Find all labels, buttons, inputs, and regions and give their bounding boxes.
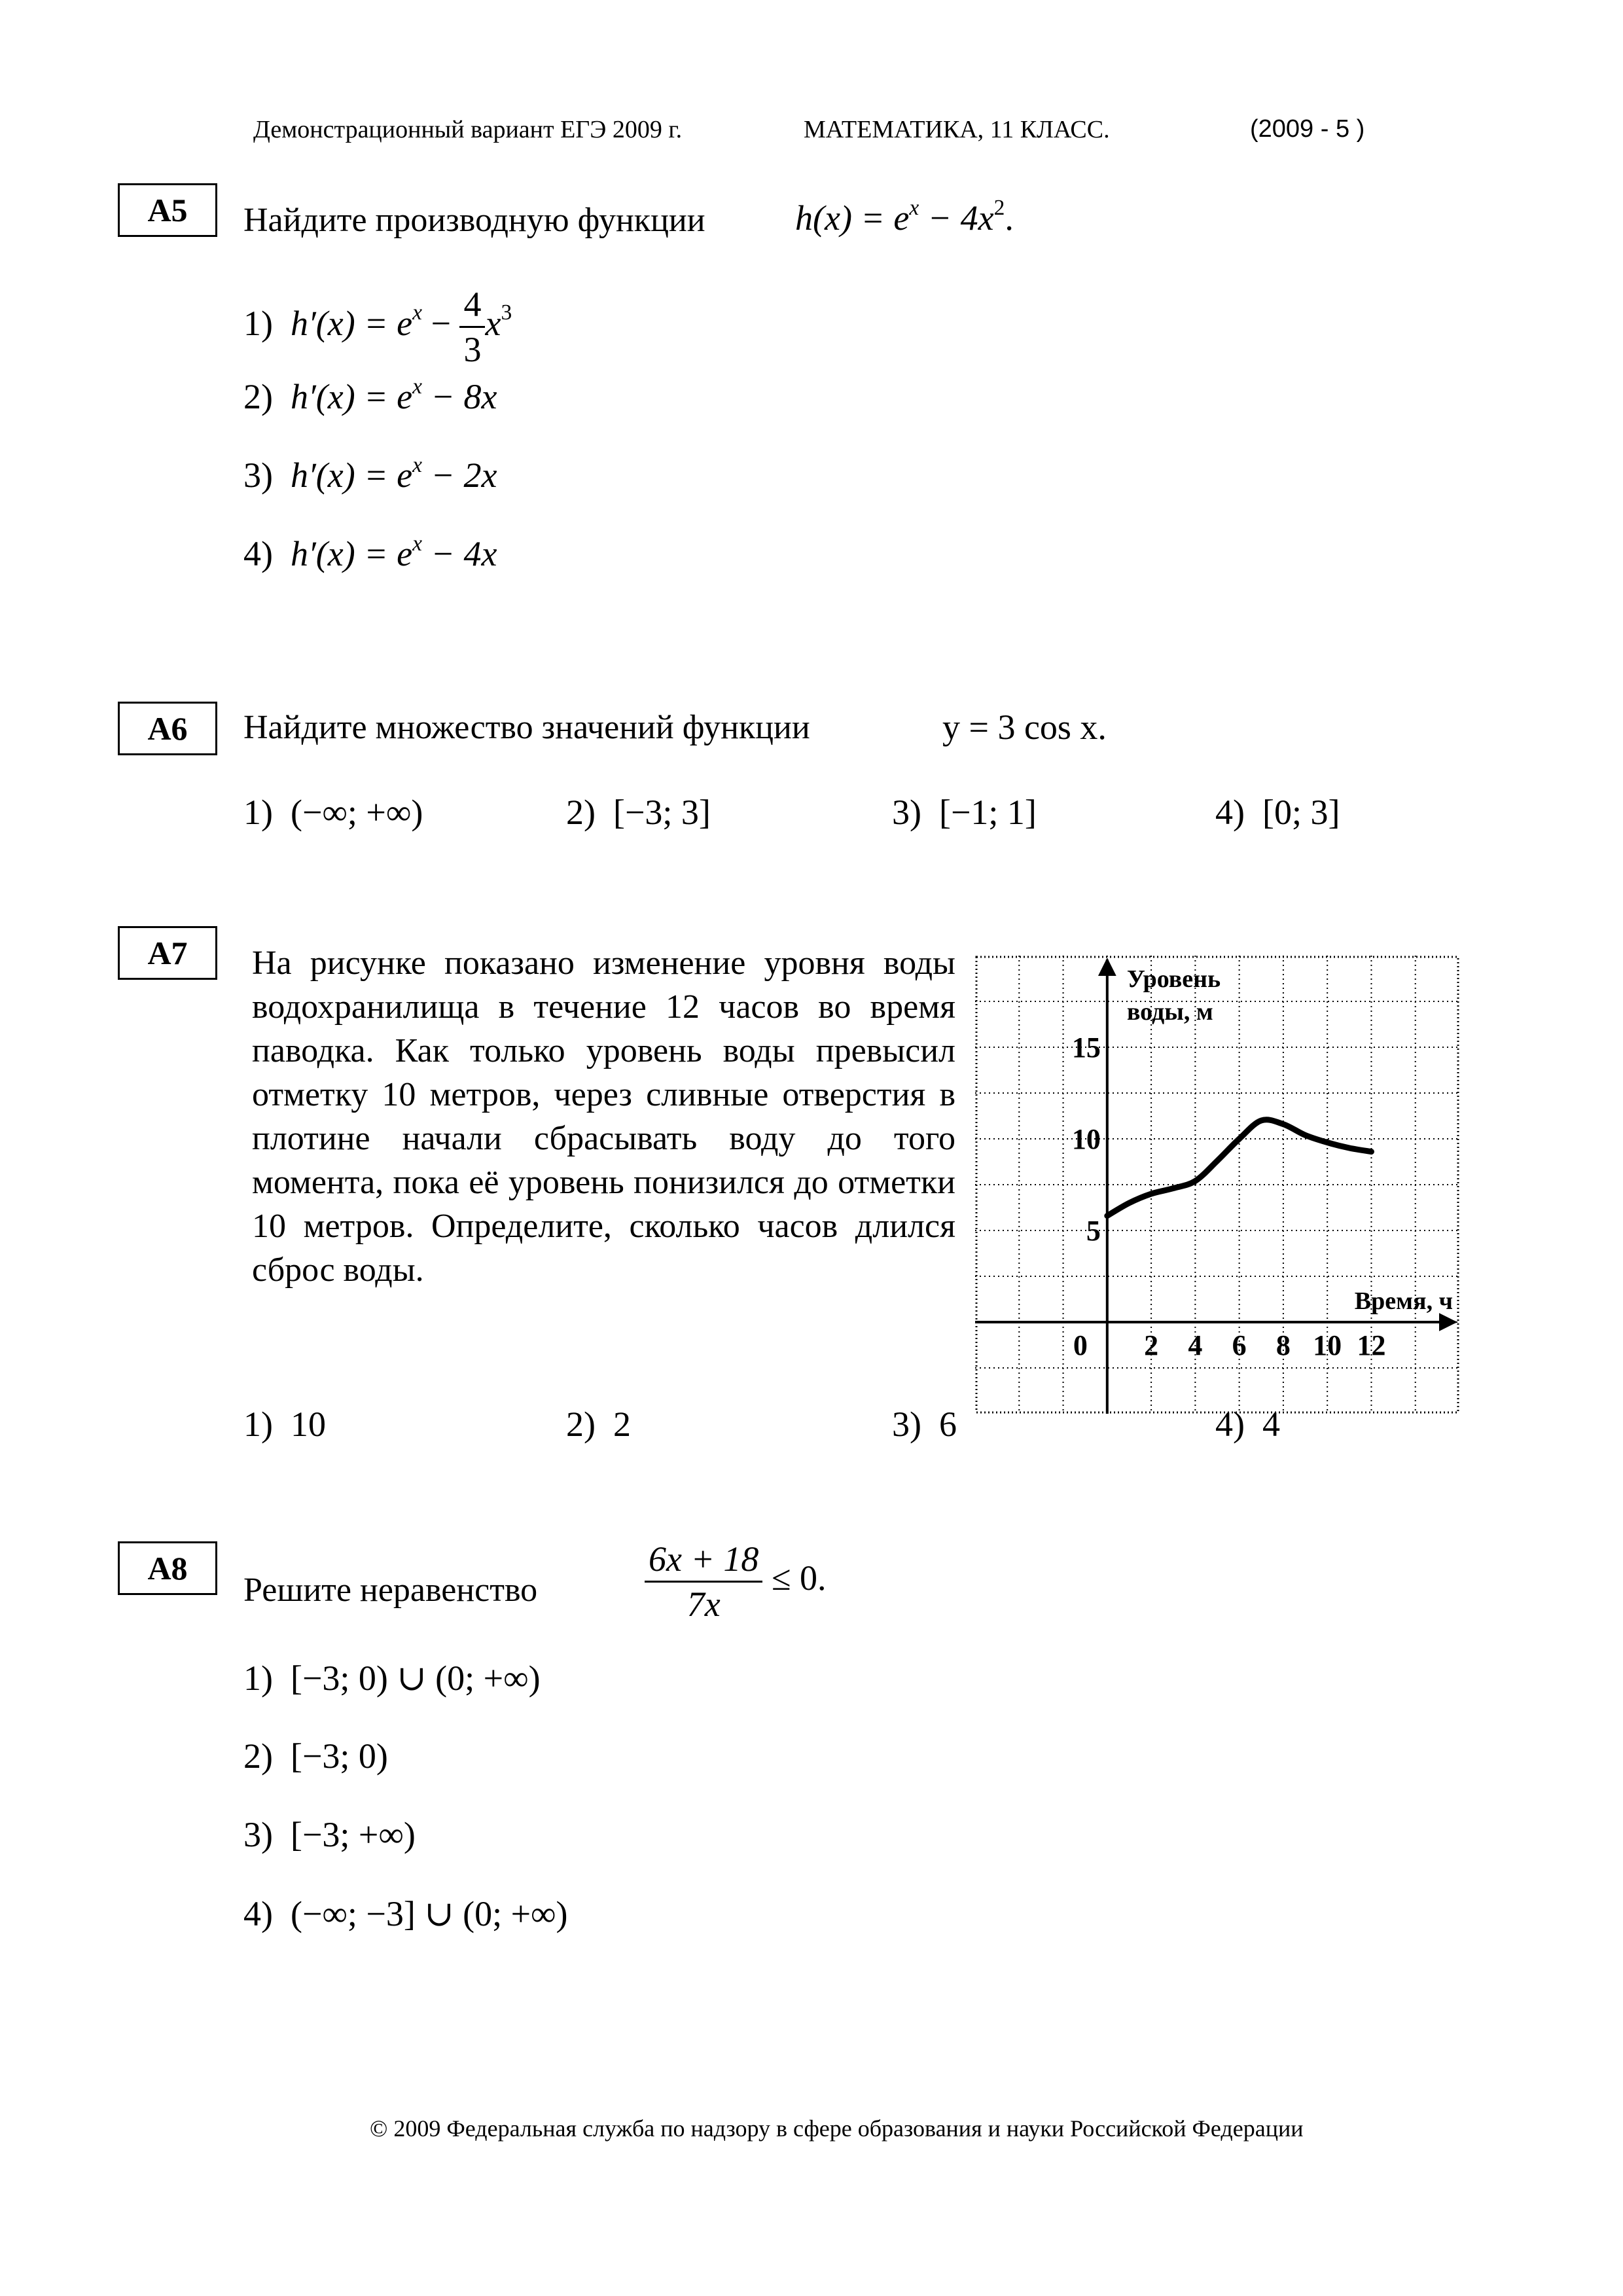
a5-option-1[interactable]: 1) $h'(x) = e^x$ − $\frac{4}{3}$ $x^3$ [243,285,512,369]
a6-option-3[interactable]: 3) [−1; 1] [892,793,1037,832]
a7-option-2[interactable]: 2) 2 [566,1405,631,1444]
a5-fraction: $\frac{4}{3}$ [459,287,485,367]
a8-option-3[interactable]: 3) [−3; +∞) [243,1815,416,1854]
a5-option-3[interactable]: 3) $h'(x) = e^x - 2x$ [243,452,497,495]
a8-question: Решите неравенство [243,1571,538,1609]
header-center: МАТЕМАТИКА, 11 КЛАСС. [804,116,1110,143]
series-line-water-level [1107,1120,1372,1216]
y-tick-label: 5 [1086,1215,1101,1247]
task-tag-a6: A6 [118,702,217,755]
x-tick-label: 2 [1144,1329,1159,1361]
x-tick-label: 10 [1313,1329,1342,1361]
x-tick-label: 4 [1188,1329,1203,1361]
a7-text: На рисунке показано изменение уровня воды водохранилища в течение 12 часов во время паводка. Как только уровень воды превысил отметку 10 метров, через сливные отверстия в плотине начали сбрасывать воду до того момента, пока её уровень понизился до отметки 10 метров. Определите, сколько часов длился сброс воды. [252,944,955,1289]
x-tick-label: 12 [1357,1329,1386,1361]
a5-option-4[interactable]: 4) $h'(x) = e^x - 4x$ [243,531,497,573]
a6-option-1[interactable]: 1) (−∞; +∞) [243,793,423,832]
y-tick-label: 10 [1071,1123,1101,1155]
y-axis-label-line1: Уровень [1126,965,1221,993]
a7-option-1[interactable]: 1) 10 [243,1405,326,1444]
a6-option-2[interactable]: 2) [−3; 3] [566,793,711,832]
a6-formula: y = 3 cos x. [942,708,1107,747]
header-right: (2009 - 5 ) [1250,115,1365,143]
y-tick-label: 15 [1071,1031,1101,1064]
a8-option-1[interactable]: 1) [−3; 0) ∪ (0; +∞) [243,1659,541,1698]
a6-option-4[interactable]: 4) [0; 3] [1215,793,1340,832]
task-tag-a8: A8 [118,1541,217,1595]
a6-question: Найдите множество значений функции [243,709,810,746]
a8-option-2[interactable]: 2) [−3; 0) [243,1736,388,1776]
a7-option-4[interactable]: 4) 4 [1215,1405,1280,1444]
water-level-chart [975,956,1459,1414]
header-left: Демонстрационный вариант ЕГЭ 2009 г. [253,116,683,143]
task-tag-a7: A7 [118,926,217,980]
a7-option-3[interactable]: 3) 6 [892,1405,957,1444]
a5-question: Найдите производную функции [243,202,705,239]
origin-label: 0 [1073,1329,1088,1361]
x-tick-label: 8 [1275,1329,1291,1361]
footer-copyright: © 2009 Федеральная служба по надзору в сфере образования и науки Российской Федерации [370,2115,1304,2142]
x-tick-label: 6 [1232,1329,1247,1361]
y-axis-label-line2: воды, м [1126,998,1213,1026]
a5-option-2[interactable]: 2) $h'(x) = e^x - 8x$ [243,374,497,416]
a8-option-4[interactable]: 4) (−∞; −3] ∪ (0; +∞) [243,1894,568,1933]
a5-formula: $h(x) = e^x - 4x^2$. [795,195,1014,238]
task-tag-a5: A5 [118,183,217,237]
x-axis-label: Время, ч [1354,1287,1453,1315]
a8-formula: $\frac{6x + 18}{7x}$ ≤ 0. [645,1541,827,1622]
